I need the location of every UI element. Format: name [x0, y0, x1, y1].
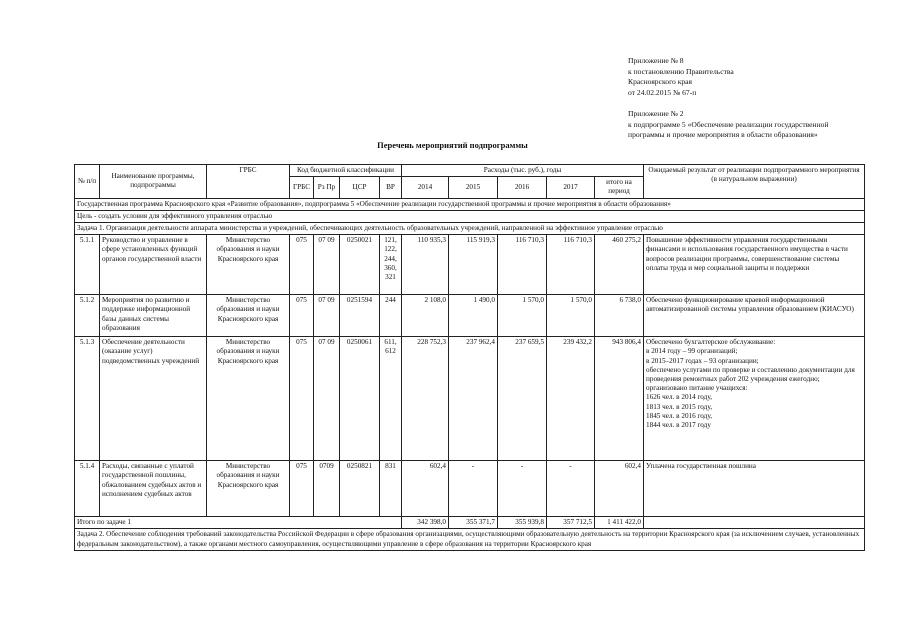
program-row-text: Государственная программа Красноярского края «Развитие образования», подпрограмма 5 «Обеспечение реализации государственной программы и прочие мероприятия в области образования» — [75, 198, 865, 210]
row-2016: - — [498, 461, 547, 517]
row-csr: 0250021 — [340, 235, 380, 295]
row-total: 460 275,2 — [595, 235, 644, 295]
header-2014: 2014 — [402, 177, 449, 198]
row-2014: 2 108,0 — [402, 295, 449, 337]
row-2015: - — [449, 461, 498, 517]
total-2017: 357 712,5 — [547, 517, 595, 529]
row-grbs: Министерство образования и науки Красноярского края — [207, 295, 290, 337]
goal-row — [75, 210, 865, 222]
result-line: организовано питание учащихся: — [646, 384, 748, 393]
appendix-2-line3: программы и прочие мероприятия в области образования» — [628, 130, 818, 140]
total-2015: 355 371,7 — [449, 517, 498, 529]
row-rzpr: 07 09 — [314, 337, 340, 461]
result-line: 1844 чел. в 2017 году — [646, 421, 711, 430]
row-vr: 244 — [380, 295, 402, 337]
task1-row-text: Задача 1. Организация деятельности аппарата министерства и учреждений, обеспечивающих деятельность образовательных учреждений, направленной на эффективное управление отраслью — [75, 223, 865, 235]
row-2014: 228 752,3 — [402, 337, 449, 461]
result-line: обеспечено услугами по проверке и составлению документации для проведения ремонтных работ 202 учреждения ежегодно; — [646, 365, 855, 384]
row-result: Повышение эффективности управления государственными финансами и использования государственного имущества в части вопросов реализации программы, совершенствование системы оплаты труда и мер социальной защиты и поддержки — [644, 235, 865, 295]
row-vr: 831 — [380, 461, 402, 517]
row-2015: 115 919,3 — [449, 235, 498, 295]
row-rzpr: 07 09 — [314, 235, 340, 295]
row-2016: 237 659,5 — [498, 337, 547, 461]
appendix-8-line3: Красноярского края — [628, 77, 693, 87]
goal-row-text: Цель - создать условия для эффективного управления отраслью — [75, 210, 865, 222]
header-2015: 2015 — [449, 177, 498, 198]
header-name: Наименование программы, подпрограммы — [100, 165, 207, 199]
result-line: 1845 чел. в 2016 году, — [646, 411, 713, 420]
row-name: Расходы, связанные с уплатой государственной пошлины, обжалованием судебных актов и исполнением судебных актов — [100, 461, 207, 517]
row-2014: 110 935,3 — [402, 235, 449, 295]
row-rzpr: 07 09 — [314, 295, 340, 337]
header-total-period: итого на период — [595, 177, 644, 198]
header-2017: 2017 — [547, 177, 595, 198]
page-title: Перечень мероприятий подпрограммы — [377, 140, 528, 150]
header-sub-vr: ВР — [380, 177, 402, 198]
header-2016: 2016 — [498, 177, 547, 198]
row-code-grbs: 075 — [290, 461, 314, 517]
table-row — [75, 337, 865, 461]
result-line: в 2014 году – 99 организаций; — [646, 347, 738, 356]
row-num: 5.1.1 — [75, 235, 100, 295]
row-csr: 0250821 — [340, 461, 380, 517]
total-row — [75, 517, 865, 529]
row-result: Уплачена государственная пошлина — [644, 461, 865, 517]
total-result-empty — [644, 517, 865, 529]
row-2016: 116 710,3 — [498, 235, 547, 295]
header-grbs: ГРБС — [207, 165, 290, 199]
row-2017: 116 710,3 — [547, 235, 595, 295]
row-num: 5.1.2 — [75, 295, 100, 337]
row-num: 5.1.3 — [75, 337, 100, 461]
appendix-2-line2: к подпрограмме 5 «Обеспечение реализации государственной — [628, 119, 829, 129]
total-2014: 342 398,0 — [402, 517, 449, 529]
task2-row — [75, 529, 865, 550]
table-row — [75, 461, 865, 517]
program-row — [75, 198, 865, 210]
row-vr: 121, 122, 244, 360, 321 — [380, 235, 402, 295]
row-total: 943 806,4 — [595, 337, 644, 461]
header-sub-csr: ЦСР — [340, 177, 380, 198]
row-2017: 1 570,0 — [547, 295, 595, 337]
total-period: 1 411 422,0 — [595, 517, 644, 529]
row-total: 602,4 — [595, 461, 644, 517]
task2-row-text: Задача 2. Обеспечение соблюдения требований законодательства Российской Федерации в сфере образования организациями, осуществляющими образовательную деятельность на территории Красноярского края (за исключением случаев, установленных федеральным законодательством), а также органами местного самоуправления, осуществляющими управление в сфере образования на территории Красноярского края — [75, 529, 865, 550]
row-vr: 611, 612 — [380, 337, 402, 461]
header-budget-code: Код бюджетной классификации — [290, 165, 402, 177]
row-name: Обеспечение деятельности (оказание услуг) подведомственных учреждений — [100, 337, 207, 461]
header-result: Ожидаемый результат от реализации подпрограммного мероприятия (в натуральном выражении) — [644, 165, 865, 199]
header-sub-grbs: ГРБС — [290, 177, 314, 198]
header-row-1 — [75, 165, 865, 177]
appendix-8-line1: Приложение № 8 — [628, 56, 684, 65]
table-row — [75, 295, 865, 337]
appendix-2-line1: Приложение № 2 — [628, 109, 684, 118]
appendix-8-line2: к постановлению Правительства — [628, 66, 734, 76]
row-code-grbs: 075 — [290, 295, 314, 337]
measures-table — [74, 164, 865, 551]
row-total: 6 738,0 — [595, 295, 644, 337]
row-2017: 239 432,2 — [547, 337, 595, 461]
row-grbs: Министерство образования и науки Красноярского края — [207, 235, 290, 295]
row-2017: - — [547, 461, 595, 517]
row-2014: 602,4 — [402, 461, 449, 517]
header-sub-rzpr: Рз Пр — [314, 177, 340, 198]
row-2015: 237 962,4 — [449, 337, 498, 461]
row-name: Мероприятия по развитию и поддержке информационной базы данных системы образования — [100, 295, 207, 337]
appendix-8-header — [628, 56, 878, 98]
row-result: Обеспечено функционирование краевой информационной автоматизированной системы управления образованием (КИАСУО) — [644, 295, 865, 337]
row-num: 5.1.4 — [75, 461, 100, 517]
header-num: № п/п — [75, 165, 100, 199]
result-line: Обеспечено бухгалтерское обслуживание: — [646, 338, 776, 347]
result-line: 1626 чел. в 2014 году, — [646, 393, 713, 402]
row-grbs: Министерство образования и науки Красноярского края — [207, 461, 290, 517]
result-line: в 2015–2017 годах – 93 организации; — [646, 356, 759, 365]
appendix-2-header — [628, 109, 878, 141]
table-row — [75, 235, 865, 295]
task1-row — [75, 223, 865, 235]
total-row-label: Итого по задаче 1 — [75, 517, 402, 529]
row-csr: 0250061 — [340, 337, 380, 461]
row-2015: 1 490,0 — [449, 295, 498, 337]
result-line: 1813 чел. в 2015 году, — [646, 402, 713, 411]
total-2016: 355 939,8 — [498, 517, 547, 529]
row-result — [644, 337, 865, 461]
appendix-8-line4: от 24.02.2015 № 67-п — [628, 87, 697, 97]
row-grbs: Министерство образования и науки Красноярского края — [207, 337, 290, 461]
row-csr: 0251594 — [340, 295, 380, 337]
row-code-grbs: 075 — [290, 235, 314, 295]
row-name: Руководство и управление в сфере установленных функций органов государственной власти — [100, 235, 207, 295]
row-rzpr: 0709 — [314, 461, 340, 517]
header-expenses: Расходы (тыс. руб.), годы — [402, 165, 644, 177]
row-code-grbs: 075 — [290, 337, 314, 461]
row-2016: 1 570,0 — [498, 295, 547, 337]
